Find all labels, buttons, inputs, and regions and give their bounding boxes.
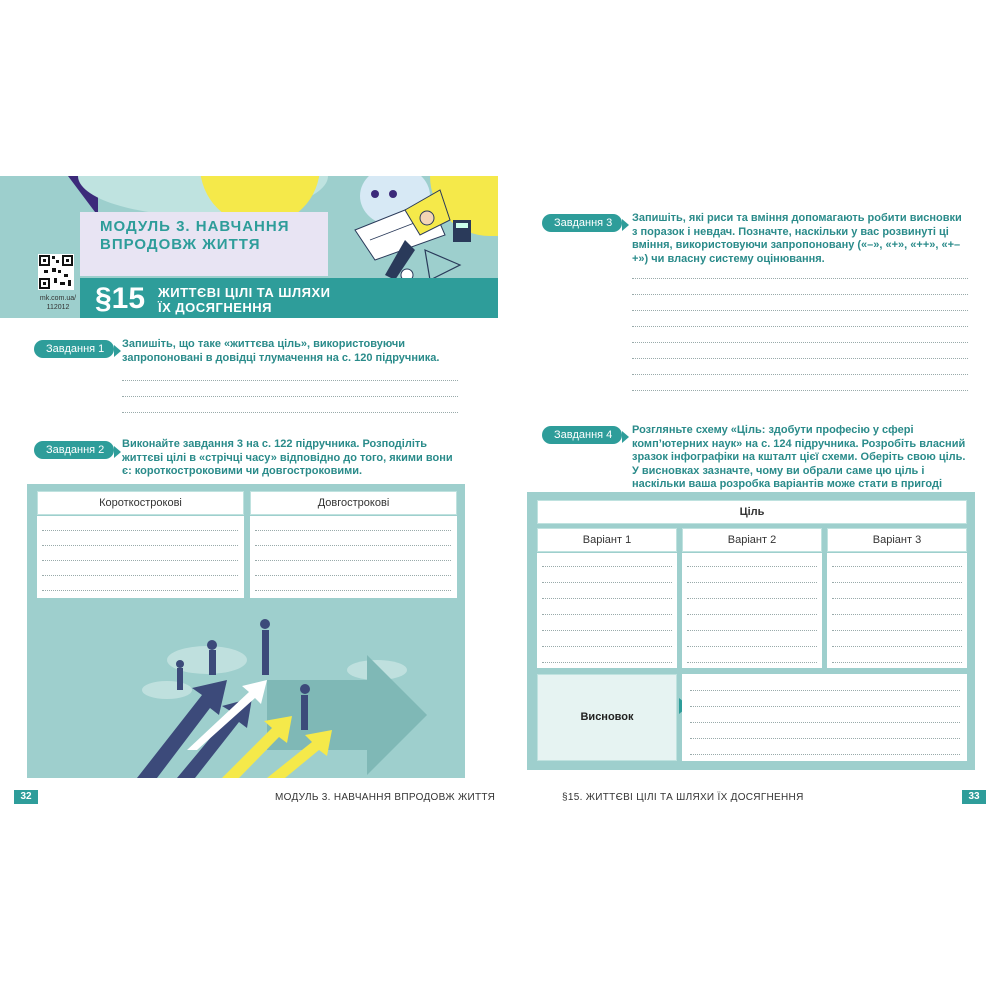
page-number-left: 32	[14, 790, 38, 804]
answer-line[interactable]	[632, 310, 968, 311]
student-illustration	[335, 180, 485, 288]
variant-2-header: Варіант 2	[682, 528, 822, 552]
conclusion-label: Висновок	[580, 711, 634, 723]
section-title: ЖИТТЄВІ ЦІЛІ ТА ШЛЯХИ ЇХ ДОСЯГНЕННЯ	[158, 285, 331, 315]
answer-line	[42, 545, 238, 546]
answer-line	[255, 575, 451, 576]
variant-3-header: Варіант 3	[827, 528, 967, 552]
answer-line	[255, 545, 451, 546]
variant-2-lines	[687, 566, 817, 663]
answer-line[interactable]	[632, 374, 968, 375]
qr-code[interactable]	[38, 254, 74, 290]
task3-text: Запишіть, які риси та вміння допомагають робити висновки з поразок і невдач. Позначте, наскільки у вас розвинуті ці вміння, використовуючи запропоновану («–», «+», «++», «+–+») чи власну систему оцінювання.	[632, 212, 962, 265]
long-term-header: Довгострокові	[250, 491, 457, 515]
short-term-cell[interactable]	[37, 516, 244, 598]
answer-line[interactable]	[122, 412, 458, 413]
module-title: МОДУЛЬ 3. НАВЧАННЯ ВПРОДОВЖ ЖИТТЯ	[100, 218, 290, 253]
answer-line[interactable]	[632, 278, 968, 279]
answer-line[interactable]	[632, 342, 968, 343]
footer-left: МОДУЛЬ 3. НАВЧАННЯ ВПРОДОВЖ ЖИТТЯ	[275, 792, 496, 803]
answer-line	[255, 560, 451, 561]
variant-1-header: Варіант 1	[537, 528, 677, 552]
answer-line	[42, 575, 238, 576]
answer-line[interactable]	[632, 294, 968, 295]
answer-line	[255, 530, 451, 531]
task1-badge: Завдання 1	[34, 340, 114, 358]
conclusion-lines	[690, 690, 960, 755]
answer-line[interactable]	[122, 396, 458, 397]
page-number-right: 33	[962, 790, 986, 804]
answer-line[interactable]	[632, 358, 968, 359]
answer-line[interactable]	[632, 326, 968, 327]
goal-header[interactable]: Ціль	[537, 500, 967, 524]
answer-line	[42, 530, 238, 531]
answer-line	[42, 560, 238, 561]
section-number: §15	[95, 282, 146, 315]
long-term-cell[interactable]	[250, 516, 457, 598]
task4-text: Розгляньте схему «Ціль: здобути професію у сфері комп’ютерних наук» на с. 124 підручника. Розробіть власний зразок інфографіки на кшталт цієї схеми. Оберіть свою ціль. У висновках зазначте, чому ви обрали саме цю ціль і наскільки ваша розробка варіантів може стати в пригоді	[632, 424, 966, 490]
variant-3-lines	[832, 566, 962, 663]
answer-line[interactable]	[632, 390, 968, 391]
task3-badge: Завдання 3	[542, 214, 622, 232]
task2-text: Виконайте завдання 3 на с. 122 підручника. Розподіліть життєві цілі в «стрічці часу» відповідно до того, якими вони є: короткостроковими чи довгостроковими.	[122, 438, 453, 477]
task2-badge: Завдання 2	[34, 441, 114, 459]
answer-line	[255, 590, 451, 591]
short-term-header: Короткострокові	[37, 491, 244, 515]
task4-badge: Завдання 4	[542, 426, 622, 444]
career-arrows-illustration	[27, 600, 465, 778]
answer-line[interactable]	[122, 380, 458, 381]
qr-caption: mk.com.ua/ 112012	[39, 295, 77, 311]
task1-text: Запишіть, що таке «життєва ціль», використовуючи запропоновані в довідці тлумачення на с. 120 підручника.	[122, 338, 440, 364]
variant-1-lines	[542, 566, 672, 663]
footer-right: §15. ЖИТТЄВІ ЦІЛІ ТА ШЛЯХИ ЇХ ДОСЯГНЕННЯ	[562, 792, 804, 803]
answer-line	[42, 590, 238, 591]
